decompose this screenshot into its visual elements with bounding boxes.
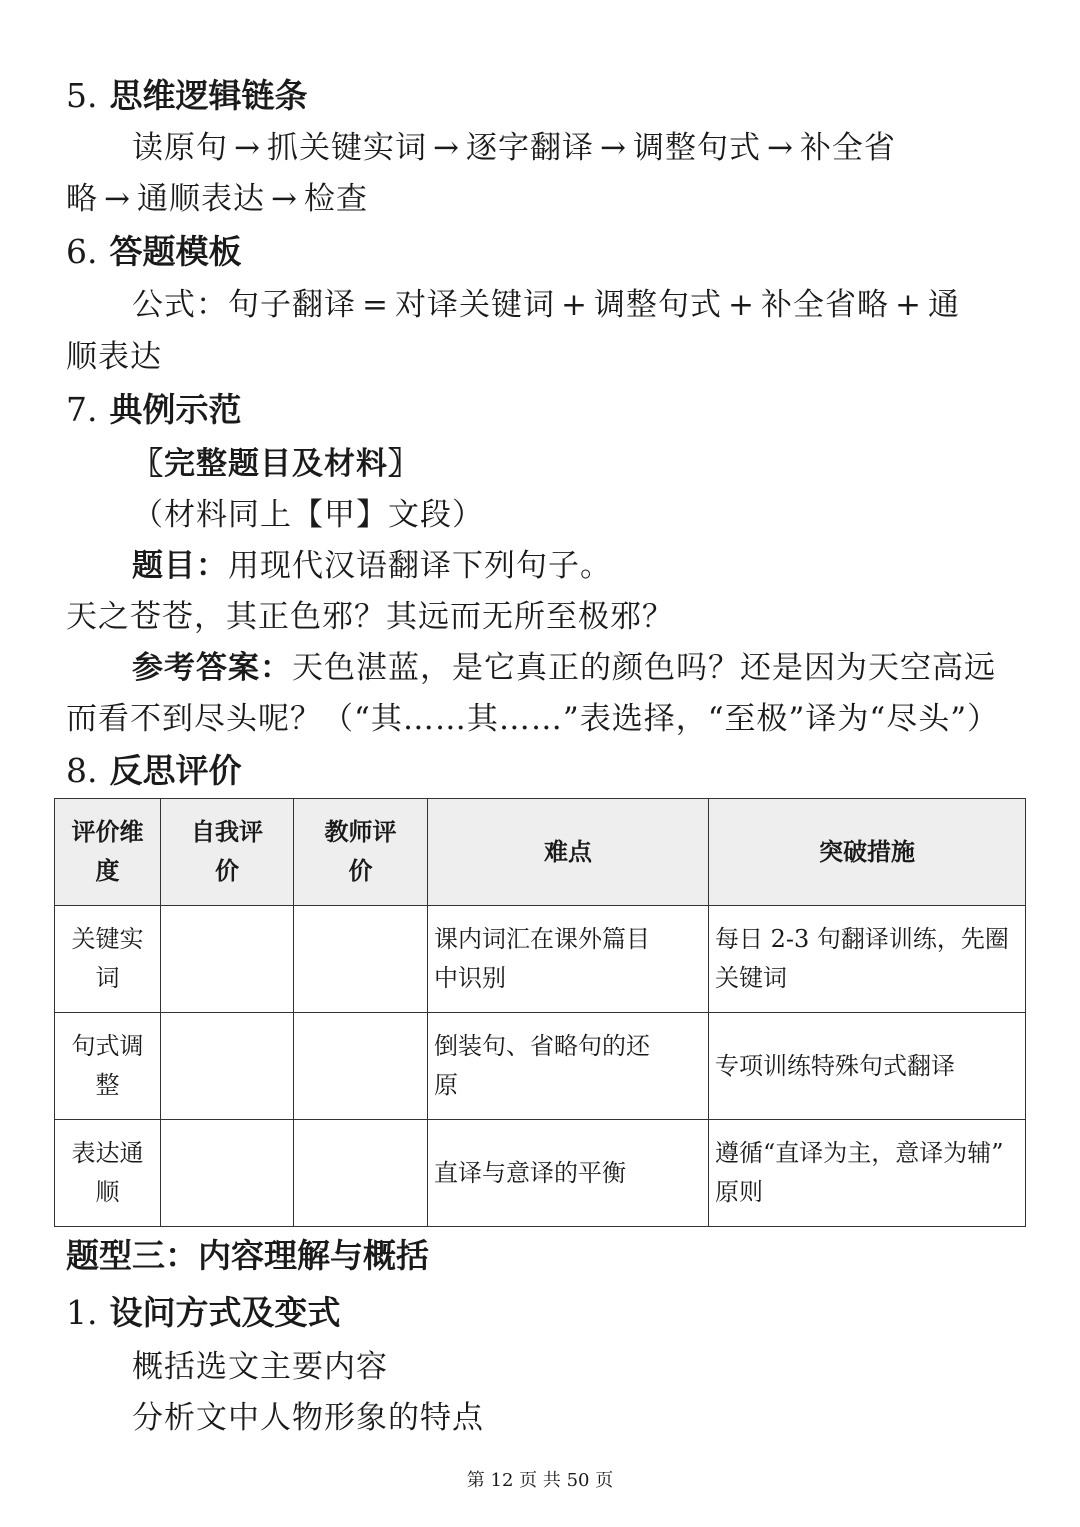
formula-part: 通 xyxy=(927,287,960,323)
cell-difficulty: 直译与意译的平衡 xyxy=(428,1120,709,1227)
question-text: 用现代汉语翻译下列句子。 xyxy=(228,548,612,584)
example-sentence: 天之苍苍，其正色邪？其远而无所至极邪？ xyxy=(66,599,674,635)
section-5-number: 5. xyxy=(66,76,98,115)
cell-difficulty: 倒装句、省略句的还 原 xyxy=(428,1013,709,1120)
question-label: 题目： xyxy=(132,548,228,584)
section-5-title: 思维逻辑链条 xyxy=(109,76,308,115)
example-material: （材料同上【甲】文段） xyxy=(132,497,484,533)
section-7-heading xyxy=(66,384,242,431)
cell-teacher-eval xyxy=(294,906,428,1013)
cell-self-eval xyxy=(161,906,294,1013)
header-dimension: 评价维 度 xyxy=(55,799,161,906)
section-8-heading xyxy=(66,745,242,792)
list-item: 概括选文主要内容 xyxy=(132,1349,388,1385)
chain-step: 调整句式 xyxy=(632,130,761,166)
cell-teacher-eval xyxy=(294,1120,428,1227)
plus-sign: + xyxy=(560,287,588,323)
section-1-number: 1. xyxy=(66,1293,98,1332)
section-6-number: 6. xyxy=(66,232,98,271)
cell-measures: 遵循“直译为主，意译为辅” 原则 xyxy=(709,1120,1026,1227)
cell-measures: 专项训练特殊句式翻译 xyxy=(709,1013,1026,1120)
section-7-title: 典例示范 xyxy=(109,390,242,429)
formula-part: 对译关键词 xyxy=(394,287,555,323)
logic-chain-line-1 xyxy=(132,122,896,167)
formula-part: 调整句式 xyxy=(593,287,722,323)
table-row xyxy=(55,1120,1026,1227)
chain-step: 读原句 xyxy=(132,130,228,166)
arrow-icon: → xyxy=(766,130,794,166)
example-bracket-title: 〖完整题目及材料〗 xyxy=(132,446,420,482)
equals-sign: = xyxy=(362,287,389,323)
header-measures: 突破措施 xyxy=(709,799,1026,906)
arrow-icon: → xyxy=(270,181,298,217)
table-header-row xyxy=(55,799,1026,906)
example-question xyxy=(132,540,612,585)
section-6-heading xyxy=(66,226,242,273)
section-8-number: 8. xyxy=(66,751,98,790)
table-row xyxy=(55,1013,1026,1120)
page-footer: 第 12 页 共 50 页 xyxy=(466,1470,614,1491)
formula-part: 补全省略 xyxy=(760,287,889,323)
cell-measures: 每日 2-3 句翻译训练，先圈 关键词 xyxy=(709,906,1026,1013)
answer-line-2: 而看不到尽头呢？（“其……其……”表选择，“至极”译为“尽头”） xyxy=(66,701,1000,737)
chain-step: 逐字翻译 xyxy=(465,130,594,166)
cell-self-eval xyxy=(161,1013,294,1120)
chain-step: 通顺表达 xyxy=(136,181,265,217)
arrow-icon: → xyxy=(599,130,627,166)
cell-teacher-eval xyxy=(294,1013,428,1120)
cell-dimension: 关键实 词 xyxy=(55,906,161,1013)
section-8-title: 反思评价 xyxy=(109,751,242,790)
header-difficulty: 难点 xyxy=(428,799,709,906)
chain-step: 抓关键实词 xyxy=(266,130,427,166)
formula-line-1 xyxy=(132,279,960,324)
plus-sign: + xyxy=(727,287,755,323)
table-row xyxy=(55,906,1026,1013)
reflection-table xyxy=(54,798,1026,1227)
formula-line-2: 顺表达 xyxy=(66,339,162,375)
chain-step: 略 xyxy=(66,181,98,217)
section-1-heading xyxy=(66,1287,341,1334)
question-type-3-heading: 题型三：内容理解与概括 xyxy=(66,1236,429,1275)
section-5-heading xyxy=(66,70,308,117)
plus-sign: + xyxy=(894,287,922,323)
answer-line-1 xyxy=(132,642,996,687)
cell-difficulty: 课内词汇在课外篇目 中识别 xyxy=(428,906,709,1013)
formula-lead: 句子翻译 xyxy=(228,287,356,323)
cell-dimension: 句式调 整 xyxy=(55,1013,161,1120)
section-1-title: 设问方式及变式 xyxy=(109,1293,341,1332)
list-item: 分析文中人物形象的特点 xyxy=(132,1400,484,1436)
section-7-number: 7. xyxy=(66,390,98,429)
answer-label: 参考答案： xyxy=(132,650,292,686)
cell-dimension: 表达通 顺 xyxy=(55,1120,161,1227)
arrow-icon: → xyxy=(234,130,261,166)
logic-chain-line-2 xyxy=(66,173,368,218)
arrow-icon: → xyxy=(104,181,131,217)
section-6-title: 答题模板 xyxy=(109,232,242,271)
cell-self-eval xyxy=(161,1120,294,1227)
header-self-eval: 自我评 价 xyxy=(161,799,294,906)
answer-text: 天色湛蓝，是它真正的颜色吗？还是因为天空高远 xyxy=(292,650,996,686)
chain-step: 检查 xyxy=(303,181,368,217)
header-teacher-eval: 教师评 价 xyxy=(294,799,428,906)
formula-label: 公式： xyxy=(132,287,228,323)
arrow-icon: → xyxy=(432,130,460,166)
chain-step: 补全省 xyxy=(799,130,896,166)
